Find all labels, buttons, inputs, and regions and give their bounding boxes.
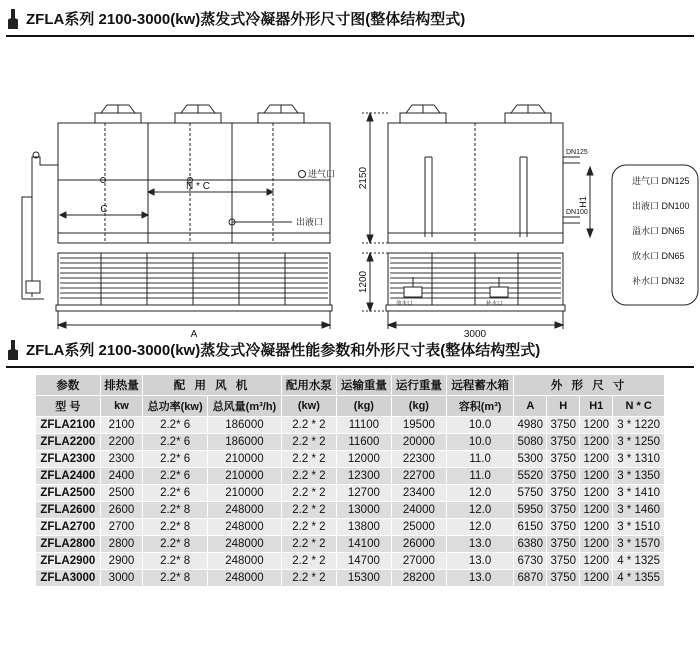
label-c: C	[100, 204, 108, 215]
label-3000: 3000	[463, 329, 487, 337]
cell-volume: 10.0	[446, 417, 513, 434]
cell-a: 5950	[514, 502, 547, 519]
cell-pump: 2.2 * 2	[281, 434, 336, 451]
cell-pump: 2.2 * 2	[281, 502, 336, 519]
cell-transport: 13800	[336, 519, 391, 536]
label-drain-port: 放水口	[396, 301, 413, 307]
header-row-1	[36, 375, 665, 396]
cell-power: 2.2* 8	[143, 536, 208, 553]
header-operating-weight: 运行重量	[391, 375, 446, 396]
table-row	[36, 570, 665, 587]
cell-h: 3750	[547, 570, 580, 587]
cell-a: 5520	[514, 468, 547, 485]
cell-nc: 3 * 1410	[613, 485, 665, 502]
cell-h1: 1200	[580, 451, 613, 468]
cell-volume: 13.0	[446, 536, 513, 553]
table-row	[36, 417, 665, 434]
cell-pump: 2.2 * 2	[281, 485, 336, 502]
legend-item-4: 补水口 DN32	[632, 276, 685, 286]
cell-volume: 10.0	[446, 434, 513, 451]
cell-model: ZFLA2400	[36, 468, 101, 485]
cell-volume: 12.0	[446, 502, 513, 519]
cell-a: 6730	[514, 553, 547, 570]
cell-kw: 2400	[100, 468, 143, 485]
cell-volume: 13.0	[446, 553, 513, 570]
cell-kw: 2600	[100, 502, 143, 519]
cell-nc: 3 * 1220	[613, 417, 665, 434]
cell-h: 3750	[547, 553, 580, 570]
section-two-title-text: ZFLA系列 2100-3000(kw)蒸发式冷凝器性能参数和外形尺寸表(整体结构型式)	[26, 342, 541, 359]
cell-airflow: 248000	[207, 536, 281, 553]
header-dim-h: H	[547, 396, 580, 417]
table-row	[36, 519, 665, 536]
cell-operating: 20000	[391, 434, 446, 451]
spec-table-body	[36, 417, 665, 587]
cell-power: 2.2* 6	[143, 468, 208, 485]
table-row	[36, 468, 665, 485]
label-inlet-air: 进气口	[308, 169, 336, 179]
cell-kw: 2300	[100, 451, 143, 468]
cell-kw: 2800	[100, 536, 143, 553]
legend-item-0: 进气口 DN125	[632, 176, 690, 186]
legend-item-3: 放水口 DN65	[632, 251, 685, 261]
cell-nc: 3 * 1310	[613, 451, 665, 468]
cell-a: 6150	[514, 519, 547, 536]
cell-kw: 2100	[100, 417, 143, 434]
label-dn100: DN100	[566, 209, 588, 216]
cell-a: 5300	[514, 451, 547, 468]
cell-nc: 3 * 1510	[613, 519, 665, 536]
section-one-title-text: ZFLA系列 2100-3000(kw)蒸发式冷凝器外形尺寸图(整体结构型式)	[26, 11, 466, 28]
cell-h: 3750	[547, 502, 580, 519]
cell-pump: 2.2 * 2	[281, 536, 336, 553]
cell-h1: 1200	[580, 553, 613, 570]
cell-kw: 2700	[100, 519, 143, 536]
section-two-title	[0, 337, 700, 364]
cell-operating: 26000	[391, 536, 446, 553]
cell-volume: 11.0	[446, 468, 513, 485]
cell-power: 2.2* 6	[143, 434, 208, 451]
cell-volume: 12.0	[446, 519, 513, 536]
cell-pump: 2.2 * 2	[281, 553, 336, 570]
header-total-power: 总功率(kw)	[143, 396, 208, 417]
header-fan: 配 用 风 机	[143, 375, 282, 396]
label-outlet-liquid: 出液口	[296, 217, 324, 227]
cell-nc: 3 * 1570	[613, 536, 665, 553]
cell-transport: 11600	[336, 434, 391, 451]
cell-model: ZFLA2900	[36, 553, 101, 570]
cell-operating: 28200	[391, 570, 446, 587]
cell-power: 2.2* 6	[143, 417, 208, 434]
cell-operating: 22700	[391, 468, 446, 485]
legend-item-2: 溢水口 DN65	[632, 226, 685, 236]
cell-pump: 2.2 * 2	[281, 451, 336, 468]
header-param: 参数	[36, 375, 101, 396]
cell-h1: 1200	[580, 434, 613, 451]
cell-operating: 27000	[391, 553, 446, 570]
cell-volume: 13.0	[446, 570, 513, 587]
cell-power: 2.2* 8	[143, 553, 208, 570]
cell-h: 3750	[547, 536, 580, 553]
cell-h: 3750	[547, 485, 580, 502]
cell-power: 2.2* 8	[143, 570, 208, 587]
bookmark-icon-2	[8, 340, 18, 360]
table-row	[36, 536, 665, 553]
header-operating-kg: (kg)	[391, 396, 446, 417]
spec-table-head	[36, 375, 665, 417]
cell-a: 5080	[514, 434, 547, 451]
cell-h: 3750	[547, 468, 580, 485]
cell-power: 2.2* 8	[143, 502, 208, 519]
label-a: A	[190, 329, 198, 337]
header-model: 型 号	[36, 396, 101, 417]
cell-h1: 1200	[580, 468, 613, 485]
cell-pump: 2.2 * 2	[281, 417, 336, 434]
cell-h: 3750	[547, 434, 580, 451]
cell-model: ZFLA3000	[36, 570, 101, 587]
cell-nc: 3 * 1250	[613, 434, 665, 451]
cell-power: 2.2* 6	[143, 451, 208, 468]
cell-airflow: 210000	[207, 485, 281, 502]
cell-h1: 1200	[580, 417, 613, 434]
cell-nc: 3 * 1350	[613, 468, 665, 485]
table-row	[36, 485, 665, 502]
cell-model: ZFLA2200	[36, 434, 101, 451]
label-h1: H1	[578, 196, 588, 208]
header-transport-weight: 运输重量	[336, 375, 391, 396]
cell-nc: 4 * 1355	[613, 570, 665, 587]
cell-kw: 2900	[100, 553, 143, 570]
cell-nc: 3 * 1460	[613, 502, 665, 519]
header-heat: 排热量	[100, 375, 143, 396]
cell-kw: 2500	[100, 485, 143, 502]
cell-h1: 1200	[580, 485, 613, 502]
cell-airflow: 210000	[207, 468, 281, 485]
cell-model: ZFLA2600	[36, 502, 101, 519]
cell-power: 2.2* 8	[143, 519, 208, 536]
label-dn125: DN125	[566, 149, 588, 156]
label-1200: 1200	[358, 270, 369, 294]
header-kw: kw	[100, 396, 143, 417]
cell-airflow: 186000	[207, 434, 281, 451]
table-row	[36, 434, 665, 451]
header-dim-h1: H1	[580, 396, 613, 417]
cell-nc: 4 * 1325	[613, 553, 665, 570]
label-2150: 2150	[358, 166, 369, 190]
cell-model: ZFLA2800	[36, 536, 101, 553]
cell-model: ZFLA2300	[36, 451, 101, 468]
header-transport-kg: (kg)	[336, 396, 391, 417]
cell-h: 3750	[547, 417, 580, 434]
cell-h1: 1200	[580, 519, 613, 536]
header-dim-a: A	[514, 396, 547, 417]
cell-operating: 23400	[391, 485, 446, 502]
bookmark-icon	[8, 9, 18, 29]
cell-h1: 1200	[580, 536, 613, 553]
cell-kw: 2200	[100, 434, 143, 451]
header-remote-tank: 远程蓄水箱	[446, 375, 513, 396]
spec-table-wrapper	[0, 374, 700, 587]
section-one-title	[0, 0, 700, 33]
cell-airflow: 248000	[207, 553, 281, 570]
cell-transport: 14700	[336, 553, 391, 570]
header-tank-volume: 容积(m³)	[446, 396, 513, 417]
cell-h: 3750	[547, 451, 580, 468]
cell-transport: 11100	[336, 417, 391, 434]
table-row	[36, 502, 665, 519]
cell-airflow: 248000	[207, 519, 281, 536]
cell-a: 6870	[514, 570, 547, 587]
table-row	[36, 451, 665, 468]
cell-operating: 19500	[391, 417, 446, 434]
cell-transport: 12000	[336, 451, 391, 468]
spec-table	[35, 374, 665, 587]
cell-transport: 12300	[336, 468, 391, 485]
cell-airflow: 186000	[207, 417, 281, 434]
cell-airflow: 248000	[207, 570, 281, 587]
title-divider-bottom	[6, 366, 694, 368]
cell-pump: 2.2 * 2	[281, 468, 336, 485]
header-pump: 配用水泵	[281, 375, 336, 396]
cell-a: 4980	[514, 417, 547, 434]
cell-transport: 12700	[336, 485, 391, 502]
dimension-drawing	[0, 37, 700, 337]
cell-transport: 15300	[336, 570, 391, 587]
cell-pump: 2.2 * 2	[281, 519, 336, 536]
cell-transport: 14100	[336, 536, 391, 553]
cell-operating: 24000	[391, 502, 446, 519]
header-pump-kw: (kw)	[281, 396, 336, 417]
header-dim-nc: N * C	[613, 396, 665, 417]
cell-h1: 1200	[580, 570, 613, 587]
cell-airflow: 210000	[207, 451, 281, 468]
header-dimensions: 外 形 尺 寸	[514, 375, 665, 396]
table-row	[36, 553, 665, 570]
header-total-airflow: 总风量(m³/h)	[207, 396, 281, 417]
cell-power: 2.2* 6	[143, 485, 208, 502]
cell-kw: 3000	[100, 570, 143, 587]
cell-transport: 13000	[336, 502, 391, 519]
header-row-2	[36, 396, 665, 417]
cell-a: 6380	[514, 536, 547, 553]
cell-model: ZFLA2700	[36, 519, 101, 536]
cell-h1: 1200	[580, 502, 613, 519]
label-nc: N * C	[186, 181, 210, 192]
cell-volume: 12.0	[446, 485, 513, 502]
cell-model: ZFLA2100	[36, 417, 101, 434]
cell-model: ZFLA2500	[36, 485, 101, 502]
cell-operating: 22300	[391, 451, 446, 468]
legend-item-1: 出液口 DN100	[632, 201, 690, 211]
cell-h: 3750	[547, 519, 580, 536]
cell-pump: 2.2 * 2	[281, 570, 336, 587]
label-makeup-port: 补水口	[486, 301, 503, 307]
cell-volume: 11.0	[446, 451, 513, 468]
cell-airflow: 248000	[207, 502, 281, 519]
cell-a: 5750	[514, 485, 547, 502]
cell-operating: 25000	[391, 519, 446, 536]
